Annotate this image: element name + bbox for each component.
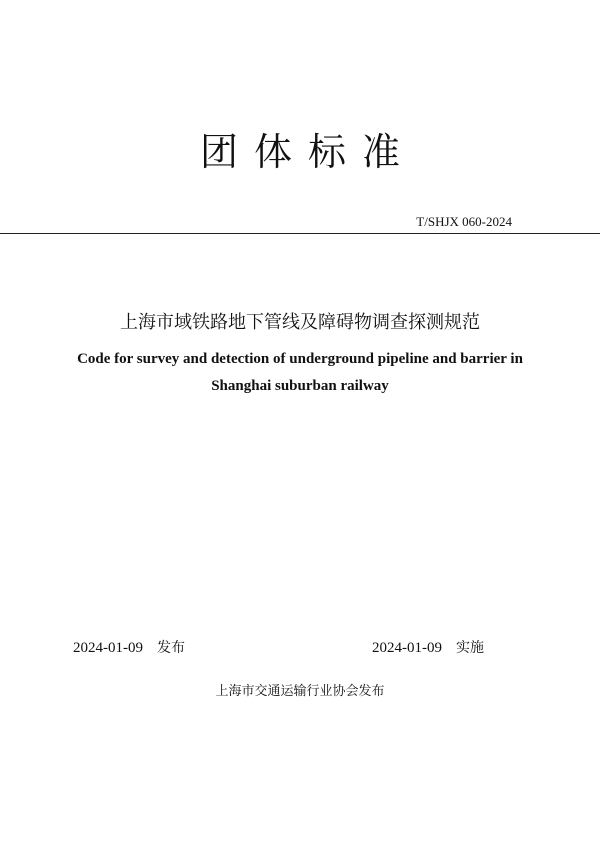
implementation-label: 实施 (456, 640, 484, 656)
english-title (40, 346, 560, 400)
english-title-line-1: Code for survey and detection of underground pipeline and barrier in (77, 351, 523, 367)
publisher: 上海市交通运输行业协会发布 (215, 684, 385, 699)
document-type-title: 团体标准 (199, 130, 416, 174)
issue-label: 发布 (157, 640, 185, 656)
header-divider (0, 233, 600, 234)
chinese-title: 上海市域铁路地下管线及障碍物调查探测规范 (120, 312, 480, 333)
implementation-date-row (372, 638, 484, 658)
english-title-line-2: Shanghai suburban railway (211, 378, 389, 394)
issue-date-row (73, 638, 185, 658)
issue-date: 2024-01-09 (73, 640, 143, 656)
implementation-date: 2024-01-09 (372, 640, 442, 656)
standard-number: T/SHJX 060-2024 (416, 214, 512, 229)
